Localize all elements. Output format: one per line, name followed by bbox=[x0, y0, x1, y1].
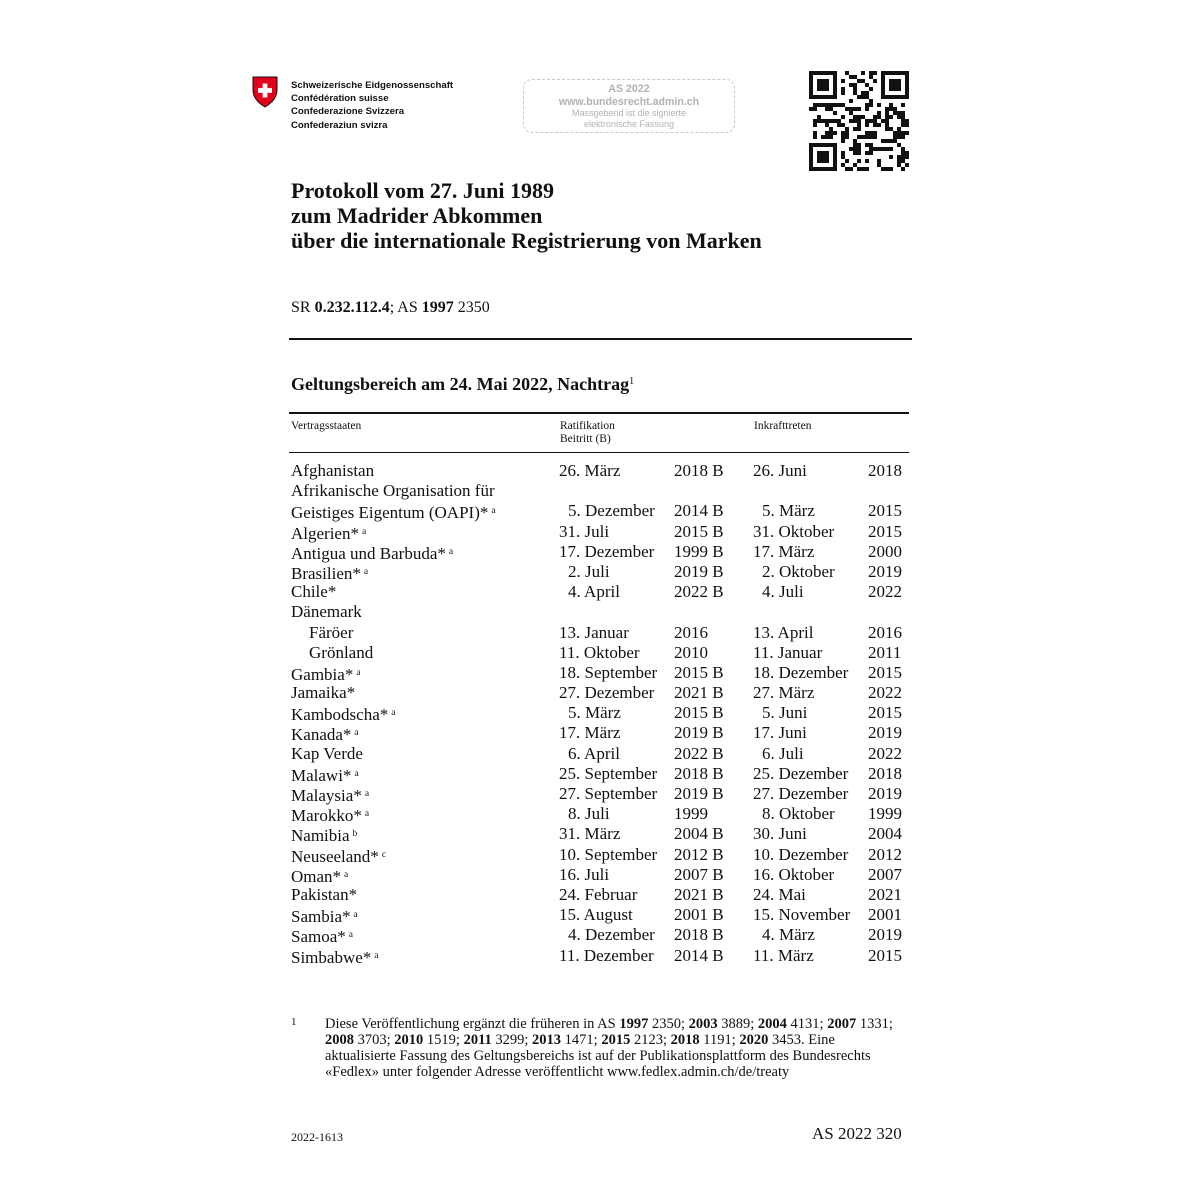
entry-date: 30. Juni bbox=[753, 824, 807, 844]
state-name: Chile* bbox=[291, 582, 337, 602]
authority-de: Schweizerische Eidgenossenschaft bbox=[291, 80, 454, 91]
state-name: Malaysia* bbox=[291, 786, 362, 805]
entry-date: 27. Dezember bbox=[753, 784, 849, 803]
entry-date: 10. Dezember bbox=[753, 844, 849, 864]
entry-year: 2022 bbox=[868, 582, 902, 602]
sr-reference bbox=[291, 299, 490, 317]
state-name: Kap Verde bbox=[291, 743, 363, 763]
ratification-date: 13. Januar bbox=[559, 622, 629, 642]
entry-date: 16. Oktober bbox=[753, 864, 835, 884]
stamp-url: www.bundesrecht.admin.ch bbox=[558, 95, 700, 108]
state-cell bbox=[291, 663, 361, 685]
state-note: a bbox=[354, 768, 359, 779]
entry-year: 2018 bbox=[868, 763, 902, 783]
as-reference: AS 2022 320 bbox=[812, 1124, 902, 1143]
stamp-note-1: Massgebend ist die signierte bbox=[571, 108, 687, 118]
table-row bbox=[291, 764, 911, 784]
table-row bbox=[291, 925, 911, 945]
entry-date: 17. März bbox=[753, 541, 815, 561]
entry-date: 27. März bbox=[753, 683, 815, 703]
table-row bbox=[291, 643, 911, 663]
ratification-date: 27. September bbox=[559, 784, 658, 803]
section-heading bbox=[291, 374, 634, 395]
ratification-year: 2021 B bbox=[674, 683, 724, 703]
entry-date: 11. Januar bbox=[753, 642, 823, 662]
state-cell bbox=[291, 925, 353, 947]
entry-year: 2018 bbox=[868, 461, 902, 480]
swiss-coat-of-arms-icon bbox=[252, 76, 278, 108]
state-name: Marokko* bbox=[291, 806, 362, 826]
ratification-year: 2019 B bbox=[674, 561, 724, 581]
entry-date: 26. Juni bbox=[753, 461, 807, 480]
entry-date: 18. Dezember bbox=[753, 662, 849, 682]
ref-page: 3299 bbox=[491, 1032, 525, 1048]
state-cell bbox=[291, 784, 369, 806]
ratification-date: 17. März bbox=[559, 723, 621, 743]
ratification-year: 2018 B bbox=[674, 763, 724, 783]
authority-it: Confederazione Svizzera bbox=[291, 106, 405, 118]
state-note: a bbox=[361, 526, 367, 537]
ratification-year: 2015 B bbox=[674, 521, 724, 541]
ratification-date: 10. September bbox=[559, 844, 658, 864]
ref-year: 2011 bbox=[463, 1032, 492, 1048]
state-name: Färöer bbox=[309, 622, 354, 642]
state-name: Jamaika* bbox=[291, 683, 356, 703]
ratification-year: 2012 B bbox=[674, 844, 724, 864]
ref-year: 2020 bbox=[739, 1032, 769, 1048]
entry-year: 2015 bbox=[868, 945, 902, 965]
state-note: a bbox=[353, 910, 358, 921]
entry-year: 2022 bbox=[868, 683, 902, 703]
ratification-date: 24. Februar bbox=[559, 884, 638, 904]
document-title bbox=[291, 178, 762, 253]
state-name: Afghanistan bbox=[291, 461, 375, 480]
state-cell bbox=[291, 542, 453, 564]
state-note: c bbox=[381, 849, 387, 860]
state-cell bbox=[291, 824, 357, 846]
state-cell bbox=[291, 804, 369, 826]
state-cell bbox=[291, 522, 366, 544]
state-name: Sambia* bbox=[291, 907, 351, 927]
entry-year: 2004 bbox=[868, 824, 902, 844]
state-cell bbox=[291, 946, 379, 968]
ratification-date: 11. Oktober bbox=[559, 642, 640, 662]
table-row bbox=[291, 602, 911, 622]
federal-authority-names bbox=[291, 79, 453, 132]
table-row bbox=[291, 885, 911, 905]
table-row bbox=[291, 623, 911, 643]
entry-year: 2015 bbox=[868, 703, 902, 723]
ratification-date: 5. Dezember bbox=[568, 501, 655, 521]
entry-year: 2019 bbox=[868, 561, 902, 581]
entry-date: 5. März bbox=[762, 501, 815, 521]
publication-stamp bbox=[523, 79, 735, 133]
table-row bbox=[291, 804, 911, 824]
ref-page: 1191 bbox=[699, 1032, 732, 1048]
entry-date: 5. Juni bbox=[762, 703, 808, 723]
header-entry: Inkrafttreten bbox=[754, 420, 812, 432]
state-cell bbox=[291, 562, 368, 584]
authority-fr: Confédération suisse bbox=[291, 93, 389, 105]
state-note: a bbox=[448, 546, 454, 557]
ratification-year: 1999 bbox=[674, 804, 708, 824]
divider bbox=[289, 338, 912, 340]
state-note: b bbox=[352, 829, 358, 840]
entry-year: 2019 bbox=[868, 723, 902, 743]
state-name: Afrikanische Organisation für bbox=[291, 481, 495, 501]
table-row bbox=[291, 845, 911, 865]
ratification-date: 8. Juli bbox=[568, 804, 610, 824]
table-row bbox=[291, 481, 911, 501]
ratification-year: 2014 B bbox=[674, 945, 724, 965]
state-name: Algerien* bbox=[291, 523, 359, 543]
ref-year: 2013 bbox=[532, 1032, 562, 1048]
footnote-text: Diese Veröffentlichung ergänzt die früheren in AS 1997 2350; 2003 3889; 2004 4131; 2007 1331; 2008 3703; 2010 1519; 2011 3299; 2013 1471; 2015 2123; 2018 1191; 2020 3453. Eine aktualisierte Fassung des Geltungsbereichs ist auf der Publikationsplattform des Bundesrechts «Fedlex» unter folgender Adresse veröffentlicht www.fedlex.admin.ch/de/treaty bbox=[325, 1016, 893, 1080]
as-year: 1997 bbox=[421, 299, 454, 316]
ratification-date: 15. August bbox=[559, 905, 633, 925]
ratification-date: 27. Dezember bbox=[559, 683, 655, 703]
ref-page: 3453 bbox=[768, 1032, 801, 1048]
state-cell bbox=[291, 865, 348, 887]
state-name: Simbabwe* bbox=[291, 947, 372, 967]
stamp-note-2: elektronische Fassung bbox=[583, 119, 675, 129]
state-name: Namibia bbox=[291, 826, 350, 846]
ref-year: 2008 bbox=[325, 1032, 354, 1048]
ref-year: 2018 bbox=[670, 1032, 700, 1048]
entry-date: 4. März bbox=[762, 925, 815, 945]
entry-year: 2011 bbox=[868, 642, 902, 662]
entry-date: 25. Dezember bbox=[753, 763, 849, 783]
ratification-year: 2018 B bbox=[674, 461, 724, 480]
entry-year: 2015 bbox=[868, 501, 902, 521]
ref-page: 1331 bbox=[856, 1016, 889, 1032]
table-row bbox=[291, 582, 911, 602]
ratification-date: 2. Juli bbox=[568, 561, 610, 581]
ratification-year: 1999 B bbox=[674, 541, 724, 561]
table-row bbox=[291, 946, 911, 966]
state-cell bbox=[291, 703, 395, 725]
ratification-year: 2010 bbox=[674, 642, 708, 662]
state-name: Kambodscha* bbox=[291, 705, 389, 725]
ratification-date: 17. Dezember bbox=[559, 541, 655, 561]
title-line-3: über die internationale Registrierung von Marken bbox=[291, 228, 762, 253]
entry-year: 2001 bbox=[868, 905, 902, 925]
header-ratification bbox=[560, 420, 615, 446]
header-states: Vertragsstaaten bbox=[291, 420, 362, 432]
table-row bbox=[291, 461, 911, 481]
state-name: Grönland bbox=[309, 642, 374, 662]
ratification-year: 2022 B bbox=[674, 743, 724, 763]
ratification-year: 2021 B bbox=[674, 884, 724, 904]
ratification-year: 2016 bbox=[674, 622, 708, 642]
entry-year: 2015 bbox=[868, 662, 902, 682]
state-name: Gambia* bbox=[291, 664, 354, 684]
ratification-date: 26. März bbox=[559, 461, 621, 480]
state-cell bbox=[291, 905, 358, 927]
ratification-year: 2007 B bbox=[674, 864, 724, 884]
entry-year: 2019 bbox=[868, 784, 902, 803]
ratification-date: 5. März bbox=[568, 703, 621, 723]
state-cell bbox=[291, 723, 359, 745]
entry-year: 2021 bbox=[868, 884, 902, 904]
entry-date: 13. April bbox=[753, 622, 814, 642]
state-note: a bbox=[354, 728, 359, 739]
qr-code-icon[interactable] bbox=[809, 71, 909, 171]
header-ratification-1: Ratifikation bbox=[560, 420, 615, 432]
table-row bbox=[291, 501, 911, 521]
ref-page: 3703 bbox=[354, 1032, 387, 1048]
ratification-year: 2022 B bbox=[674, 582, 724, 602]
table-header-rule bbox=[289, 452, 909, 453]
ratification-date: 4. April bbox=[568, 582, 620, 602]
state-note: a bbox=[374, 950, 379, 961]
as-page: 2350 bbox=[453, 299, 490, 316]
state-note: a bbox=[364, 789, 370, 799]
entry-date: 6. Juli bbox=[762, 743, 804, 763]
state-name: Kanada* bbox=[291, 725, 352, 745]
ref-year: 2007 bbox=[827, 1016, 857, 1032]
entry-date: 15. November bbox=[753, 905, 851, 925]
ref-page: 2350 bbox=[648, 1016, 681, 1032]
stamp-as: AS 2022 bbox=[608, 83, 650, 95]
table-row bbox=[291, 562, 911, 582]
ratification-year: 2015 B bbox=[674, 662, 724, 682]
ref-page: 3889 bbox=[717, 1016, 751, 1032]
entry-date: 17. Juni bbox=[753, 723, 807, 743]
table-row bbox=[291, 723, 911, 743]
ratification-year: 2004 B bbox=[674, 824, 724, 844]
entry-year: 2000 bbox=[868, 541, 902, 561]
ratification-date: 16. Juli bbox=[559, 864, 610, 884]
entry-year: 2019 bbox=[868, 925, 902, 945]
ratification-year: 2019 B bbox=[674, 784, 724, 803]
section-heading-text: Geltungsbereich am 24. Mai 2022, Nachtrag bbox=[291, 374, 630, 394]
state-name: Geistiges Eigentum (OAPI)* bbox=[291, 503, 489, 523]
state-note: a bbox=[344, 869, 349, 880]
state-name: Neuseeland* bbox=[291, 846, 379, 866]
table-top-rule bbox=[289, 412, 909, 414]
document-id: 2022-1613 bbox=[291, 1130, 343, 1144]
ratification-date: 6. April bbox=[568, 743, 620, 763]
sr-number: 0.232.112.4 bbox=[314, 299, 390, 316]
state-note: a bbox=[491, 506, 496, 517]
state-name: Pakistan* bbox=[291, 884, 358, 904]
ratification-date: 31. März bbox=[559, 824, 621, 844]
ref-year: 2003 bbox=[688, 1016, 718, 1032]
ref-page: 1471 bbox=[561, 1032, 594, 1048]
state-note: a bbox=[363, 566, 369, 577]
state-cell bbox=[291, 764, 359, 786]
entry-date: 8. Oktober bbox=[762, 804, 835, 824]
state-note: a bbox=[348, 930, 353, 941]
table-row bbox=[291, 703, 911, 723]
entry-year: 2022 bbox=[868, 743, 902, 763]
footnote-outro: . Eine aktualisierte Fassung des Geltungsbereichs ist auf der Publikationsplattform des Bundesrechts «Fedlex» unter folgender Adresse veröffentlicht www.fedlex.admin.ch/de/treaty bbox=[325, 1032, 871, 1080]
ref-page: 2123 bbox=[630, 1032, 663, 1048]
ref-page: 4131 bbox=[786, 1016, 820, 1032]
ref-year: 2004 bbox=[757, 1016, 787, 1032]
ratification-date: 4. Dezember bbox=[568, 925, 655, 945]
title-line-1: Protokoll vom 27. Juni 1989 bbox=[291, 178, 555, 203]
entry-date: 24. Mai bbox=[753, 884, 806, 904]
state-name: Oman* bbox=[291, 866, 342, 886]
table-row bbox=[291, 663, 911, 683]
footnote-intro: Diese Veröffentlichung ergänzt die früheren in AS bbox=[325, 1016, 620, 1032]
authority-rm: Confederaziun svizra bbox=[291, 119, 388, 131]
ratification-year: 2019 B bbox=[674, 723, 724, 743]
table-row bbox=[291, 683, 911, 703]
ratification-date: 11. Dezember bbox=[559, 945, 654, 965]
table-row bbox=[291, 784, 911, 804]
entry-year: 2007 bbox=[868, 864, 902, 884]
state-name: Antigua und Barbuda* bbox=[291, 543, 446, 563]
states-table bbox=[291, 461, 911, 966]
ratification-date: 18. September bbox=[559, 662, 658, 682]
state-note: a bbox=[356, 667, 361, 678]
ref-year: 2010 bbox=[394, 1032, 424, 1048]
entry-date: 31. Oktober bbox=[753, 521, 835, 541]
table-row bbox=[291, 522, 911, 542]
ratification-date: 25. September bbox=[559, 763, 658, 783]
table-row bbox=[291, 542, 911, 562]
sr-prefix: SR bbox=[291, 299, 315, 316]
table-row bbox=[291, 905, 911, 925]
entry-date: 4. Juli bbox=[762, 582, 804, 602]
header-ratification-2: Beitritt (B) bbox=[560, 433, 611, 445]
ref-year: 1997 bbox=[619, 1016, 649, 1032]
title-line-2: zum Madrider Abkommen bbox=[291, 203, 543, 228]
ratification-year: 2014 B bbox=[674, 501, 724, 521]
ratification-year: 2015 B bbox=[674, 703, 724, 723]
ratification-year: 2018 B bbox=[674, 925, 724, 945]
state-note: a bbox=[364, 809, 370, 820]
sr-mid: ; AS bbox=[389, 299, 422, 316]
state-name: Dänemark bbox=[291, 602, 362, 622]
table-row bbox=[291, 744, 911, 764]
state-cell bbox=[291, 845, 386, 867]
entry-year: 1999 bbox=[868, 804, 902, 824]
ratification-year: 2001 B bbox=[674, 905, 724, 925]
entry-date: 2. Oktober bbox=[762, 561, 835, 581]
state-name: Samoa* bbox=[291, 927, 346, 947]
state-note: a bbox=[391, 708, 396, 719]
footnote-ref[interactable]: 1 bbox=[629, 376, 635, 387]
footnote-number: 1 bbox=[291, 1016, 297, 1028]
entry-year: 2016 bbox=[868, 622, 902, 642]
entry-year: 2012 bbox=[868, 844, 902, 864]
state-cell bbox=[291, 501, 496, 523]
state-name: Brasilien* bbox=[291, 563, 361, 583]
ref-year: 2015 bbox=[601, 1032, 631, 1048]
table-row bbox=[291, 865, 911, 885]
entry-year: 2015 bbox=[868, 521, 902, 541]
ratification-date: 31. Juli bbox=[559, 521, 610, 541]
state-name: Malawi* bbox=[291, 765, 352, 785]
entry-date: 11. März bbox=[753, 945, 814, 965]
ref-page: 1519 bbox=[423, 1032, 456, 1048]
table-row bbox=[291, 824, 911, 844]
